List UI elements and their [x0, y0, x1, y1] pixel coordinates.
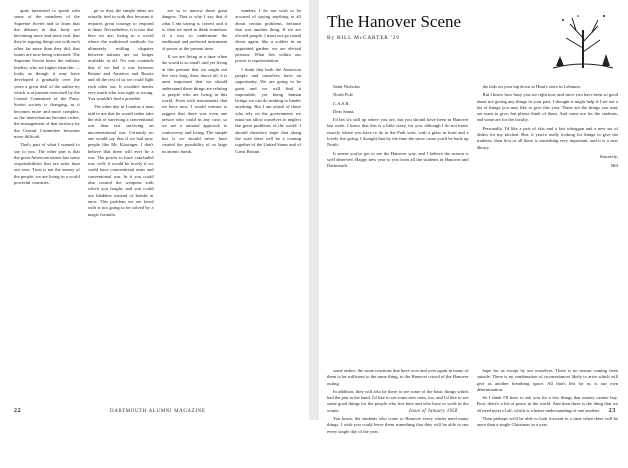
paragraph: The other day in London, a man said to me that he would rather take the risk of surviving a conventional war than not surviving an unconventional war. Certainly no one would say that if we had now, people like Mr. Kissinger. I don't believe that there will ever be a war. The power to have concluded war, well, it would be lovely if we could have conventional arms and conventional war. In it you could also control the weapons with which you fought, and you could use bladders instead of bombs at once. This problem we are faced with is not going to be solved by a magic formula.: [87, 104, 154, 217]
right-column-4: [477, 368, 619, 468]
right-page-lower-columns: [327, 368, 618, 468]
paragraph: So I think I'll have to ask you for a few things that money cannot buy. First, there's a bit of peace in the world. And then there is the thing that we all need most of all, which is a better understanding of one another.: [476, 395, 618, 413]
left-column-1: [14, 8, 80, 400]
page-number: 22: [14, 408, 22, 414]
paragraph: pit so that, the simple ideas are actually tied in with this because it requires great courage to respond to them. Nevertheless, it is true that here we are, living in a world where the traditional methods for ultimately settling disputes between nations are no longer available at all. No one contends that if we had a war between Britain and America and Russia and all the rest of us we could fight each other out. It wouldn't matter very much who was right or wrong. You wouldn't find a possible.: [87, 8, 154, 102]
right-column-3: [327, 368, 469, 468]
paragraph: quite interested to speak with some of the members of the Supreme Soviet and to learn that the debates in that body are becoming more and more real, that they're arguing things out with each other far more than they did, that issues are now being criticized. The Supreme Soviet hears the military leaders, who are higher than this — looks as though it may have developed a gradually over the years a great deal of the author-ity which is at present exercised by the Central Committee of the Party. Soviet society is changing, as it becomes more and more complex, as the interrelations become richer, the management of that territory by the Central Committee becomes more difficult.: [14, 8, 80, 139]
paragraph: number, I do not wish to be accused of saying anything at all about certain problems, because that was another thing. If we are elected people, I must not go round down again, like a soldier in an appointed garden, we are elected persons. What lies within our power is representation.: [235, 8, 301, 64]
paragraph: If we are living at a time when the world is so small, and yet living in this present that we might not live very long, then, above all, it is most important that we should understand these things are relating to people who are living in this world. Even with instruments that we have now. I would venture to suggest that there was even one person who could in any case, so we see a rational approach to controversy and living. The simple fact is we should never have created the possibility of so large an atomic bomb.: [161, 54, 228, 154]
paragraph: It seems you've got to see the Hanover way, and I believe the season is well deserved. Happy new year to you from all the students in Hanover and Dartmouth.: [327, 150, 469, 169]
right-page: [319, 0, 628, 434]
right-page-columns: [327, 84, 618, 364]
article-heading: The Hanover Scene: [327, 12, 462, 31]
signature: Bill: [611, 163, 618, 169]
paragraph: Dear Santa,: [333, 108, 355, 114]
left-column-2: [88, 8, 154, 400]
paragraph: Personally, I'd like a pair of skis and a fast toboggan and a new set of dishes for my kitchen. But, if you're really looking for things to give the students, then first of all there is something very important, and it is a new library.: [476, 125, 618, 150]
page-number: 23: [608, 408, 616, 414]
footer-title: Issue of January 1958: [409, 409, 458, 414]
paragraph: I'd bet it's still up where you are, but you should have been in Hanover last week. I know that this is a little crazy, for you, although I do not know exactly where you have to do in the Park west, with a glass in front and a lovely fire going. I thought that by the time the snow came you'd be back up North.: [327, 117, 469, 148]
right-column-2: [477, 84, 619, 364]
article-byline: By BILL McCARTER '29: [327, 35, 400, 41]
paragraph: In addition, they will also be there to see some of the basic things which had the pen in the hand. I'd like to see some new ones, too, and I'd like to see some good things for the people who live here and who have to work in the winter.: [327, 388, 469, 413]
article-header: [327, 8, 618, 78]
header-text: [327, 8, 540, 78]
paragraph: North Pole: [333, 92, 354, 98]
paragraph: hope for us except by our ourselves. There is no reason coming from outside. There is no combination of circumstances likely to arise which will give us another breathing space. All that's left for us is our own determination.: [476, 368, 618, 392]
paragraph: Then perhaps we'll be able to look forward to a time when there will be more than a single Christmas in a year.: [476, 416, 618, 428]
left-column-4: [235, 8, 301, 400]
right-page-footer: [319, 404, 628, 414]
paragraph: are so to narrow these great dangers. That is why I say that if what I am saying is correct and it is, then we need to think somehow of a way to undermine the traditional and preferred instrument of power at the present time.: [161, 8, 228, 51]
paragraph: the kids on your lap down at Hunt's store in Lebanon.: [482, 84, 581, 89]
left-page-footer: [0, 404, 309, 414]
paragraph: That's part of what I wanted to say to you. The other part is that the great American nation has some responsibilities that are safer than our own. Trust is not the enemy of the people, we are living in a world powerful countries.: [14, 142, 80, 186]
right-column-1: [327, 84, 469, 364]
left-page-columns: [14, 8, 301, 400]
left-column-3: [162, 8, 228, 400]
signoff: Sincerely,: [599, 153, 618, 159]
paragraph: You know, the students who come to Hanover every winter need many things. I wish you could leave them something that they will be able to use every single day of the year.: [327, 416, 469, 434]
paragraph: But I know how busy you are right now and since you have been so good about not giving any things in your past, I thought it might help if I set out a list of things you may like to give this year. These are the things you may not want to give, but please think of them. And some are for the students, and some are for the faculty.: [476, 92, 618, 123]
paragraph: some radios, the some reactions that have over and over again in many of them to be sufficient to the same thing, to the Hanover crowd of the Hanover outing.: [327, 368, 469, 386]
left-page: [0, 0, 309, 420]
page-gutter: [309, 0, 319, 420]
paragraph: C.A.S.R.: [333, 100, 350, 106]
paragraph: I think that both the American people and ourselves have an opportunity. We are going to be great and we will find it impossible, yet being human beings we can do nothing to hinder anything. But I am afraid of those who rely on the government; we must not allow ourselves to neglect the great problems of the world. I should therefore hope that along the road there will be a coming together of the United States and of Great Britain.: [235, 66, 301, 154]
winter-tree-icon: [548, 8, 618, 78]
paragraph: Saint Nicholas: [333, 84, 360, 89]
footer-title: DARTMOUTH ALUMNI MAGAZINE: [110, 409, 206, 414]
